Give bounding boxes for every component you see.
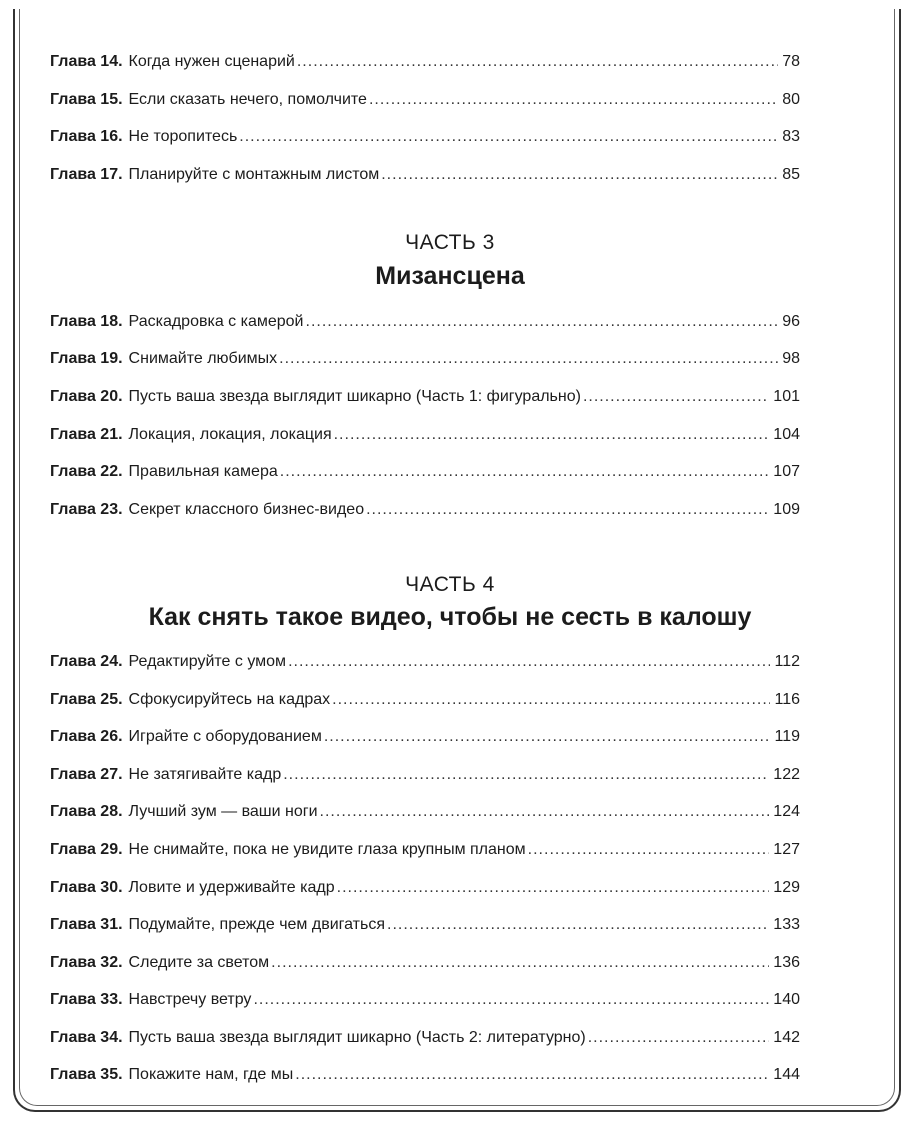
chapter-title: Покажите нам, где мы xyxy=(128,1066,294,1083)
chapter-title: Правильная камера xyxy=(128,463,278,480)
chapter-number: Глава 14. xyxy=(50,53,123,70)
chapter-title: Ловите и удерживайте кадр xyxy=(128,879,335,896)
page-number: 101 xyxy=(773,388,800,405)
toc-entry[interactable] xyxy=(50,460,800,484)
dot-leader xyxy=(279,347,778,371)
toc-entry[interactable] xyxy=(50,423,800,447)
chapter-number: Глава 29. xyxy=(50,841,123,858)
chapter-title: Редактируйте с умом xyxy=(128,653,287,670)
dot-leader xyxy=(588,1026,770,1050)
page-number: 119 xyxy=(774,728,800,745)
toc-entry[interactable] xyxy=(50,913,800,937)
part-label: ЧАСТЬ 3 xyxy=(405,231,495,254)
chapter-title: Планируйте с монтажным листом xyxy=(128,166,380,183)
page-number: 83 xyxy=(782,128,800,145)
chapter-title: Секрет классного бизнес-видео xyxy=(128,501,365,518)
dot-leader xyxy=(297,50,778,74)
page-number: 142 xyxy=(773,1029,800,1046)
toc-entry[interactable] xyxy=(50,88,800,112)
chapter-title: Когда нужен сценарий xyxy=(128,53,295,70)
chapter-title: Не снимайте, пока не увидите глаза крупным планом xyxy=(128,841,526,858)
part-label: ЧАСТЬ 4 xyxy=(405,573,495,596)
chapter-title: Играйте с оборудованием xyxy=(128,728,322,745)
dot-leader xyxy=(387,913,769,937)
toc-entry[interactable] xyxy=(50,688,800,712)
page-number: 80 xyxy=(782,91,800,108)
dot-leader xyxy=(332,688,770,712)
toc-entry[interactable] xyxy=(50,988,800,1012)
page-number: 112 xyxy=(774,653,800,670)
chapter-title: Не затягивайте кадр xyxy=(128,766,282,783)
part-title: Как снять такое видео, чтобы не сесть в калошу xyxy=(148,603,752,631)
dot-leader xyxy=(337,876,770,900)
chapter-number: Глава 32. xyxy=(50,954,123,971)
page-number: 140 xyxy=(773,991,800,1008)
page-number: 109 xyxy=(773,501,800,518)
chapter-number: Глава 18. xyxy=(50,313,123,330)
chapter-title: Локация, локация, локация xyxy=(128,426,332,443)
toc-entry[interactable] xyxy=(50,800,800,824)
dot-leader xyxy=(324,725,771,749)
toc-entry[interactable] xyxy=(50,385,800,409)
dot-leader xyxy=(288,650,770,674)
page-number: 136 xyxy=(773,954,800,971)
chapter-title: Не торопитесь xyxy=(128,128,238,145)
toc-entry[interactable] xyxy=(50,347,800,371)
chapter-number: Глава 27. xyxy=(50,766,123,783)
toc-entry[interactable] xyxy=(50,650,800,674)
chapter-number: Глава 26. xyxy=(50,728,123,745)
chapter-number: Глава 25. xyxy=(50,691,123,708)
chapter-title: Пусть ваша звезда выглядит шикарно (Часть 2: литературно) xyxy=(128,1029,586,1046)
dot-leader xyxy=(283,763,769,787)
chapter-number: Глава 30. xyxy=(50,879,123,896)
chapter-number: Глава 34. xyxy=(50,1029,123,1046)
chapter-title: Лучший зум — ваши ноги xyxy=(128,803,318,820)
dot-leader xyxy=(381,163,778,187)
dot-leader xyxy=(334,423,770,447)
toc-entry[interactable] xyxy=(50,1026,800,1050)
toc-entry[interactable] xyxy=(50,838,800,862)
page-number: 104 xyxy=(773,426,800,443)
chapter-title: Если сказать нечего, помолчите xyxy=(128,91,367,108)
chapter-number: Глава 31. xyxy=(50,916,123,933)
chapter-number: Глава 16. xyxy=(50,128,123,145)
toc-entry[interactable] xyxy=(50,1063,800,1087)
page-number: 96 xyxy=(782,313,800,330)
chapter-title: Пусть ваша звезда выглядит шикарно (Часть 1: фигурально) xyxy=(128,388,581,405)
page-number: 129 xyxy=(773,879,800,896)
chapter-number: Глава 19. xyxy=(50,350,123,367)
dot-leader xyxy=(239,125,778,149)
chapter-number: Глава 17. xyxy=(50,166,123,183)
chapter-title: Снимайте любимых xyxy=(128,350,278,367)
chapter-title: Следите за светом xyxy=(128,954,270,971)
dot-leader xyxy=(366,498,769,522)
chapter-number: Глава 24. xyxy=(50,653,123,670)
chapter-number: Глава 20. xyxy=(50,388,123,405)
dot-leader xyxy=(271,951,769,975)
dot-leader xyxy=(253,988,769,1012)
chapter-title: Сфокусируйтесь на кадрах xyxy=(128,691,331,708)
chapter-number: Глава 23. xyxy=(50,501,123,518)
toc-entry[interactable] xyxy=(50,310,800,334)
page-number: 116 xyxy=(774,691,800,708)
chapter-title: Навстречу ветру xyxy=(128,991,252,1008)
toc-entry[interactable] xyxy=(50,951,800,975)
toc-entry[interactable] xyxy=(50,50,800,74)
page-number: 85 xyxy=(782,166,800,183)
page-number: 122 xyxy=(773,766,800,783)
toc-entry[interactable] xyxy=(50,125,800,149)
dot-leader xyxy=(280,460,770,484)
dot-leader xyxy=(306,310,779,334)
chapter-number: Глава 21. xyxy=(50,426,123,443)
toc-entry[interactable] xyxy=(50,498,800,522)
chapter-number: Глава 28. xyxy=(50,803,123,820)
page-number: 78 xyxy=(782,53,800,70)
toc-entry[interactable] xyxy=(50,876,800,900)
dot-leader xyxy=(295,1063,769,1087)
dot-leader xyxy=(583,385,769,409)
page-number: 107 xyxy=(773,463,800,480)
page-number: 144 xyxy=(773,1066,800,1083)
toc-entry[interactable] xyxy=(50,763,800,787)
chapter-number: Глава 22. xyxy=(50,463,123,480)
dot-leader xyxy=(528,838,770,862)
dot-leader xyxy=(320,800,770,824)
chapter-title: Раскадровка с камерой xyxy=(128,313,304,330)
part-title: Мизансцена xyxy=(375,262,525,290)
page-number: 124 xyxy=(773,803,800,820)
chapter-number: Глава 33. xyxy=(50,991,123,1008)
page-number: 133 xyxy=(773,916,800,933)
chapter-number: Глава 15. xyxy=(50,91,123,108)
toc-entry[interactable] xyxy=(50,725,800,749)
chapter-number: Глава 35. xyxy=(50,1066,123,1083)
dot-leader xyxy=(369,88,778,112)
page-number: 127 xyxy=(773,841,800,858)
chapter-title: Подумайте, прежде чем двигаться xyxy=(128,916,385,933)
toc-entry[interactable] xyxy=(50,163,800,187)
page-number: 98 xyxy=(782,350,800,367)
